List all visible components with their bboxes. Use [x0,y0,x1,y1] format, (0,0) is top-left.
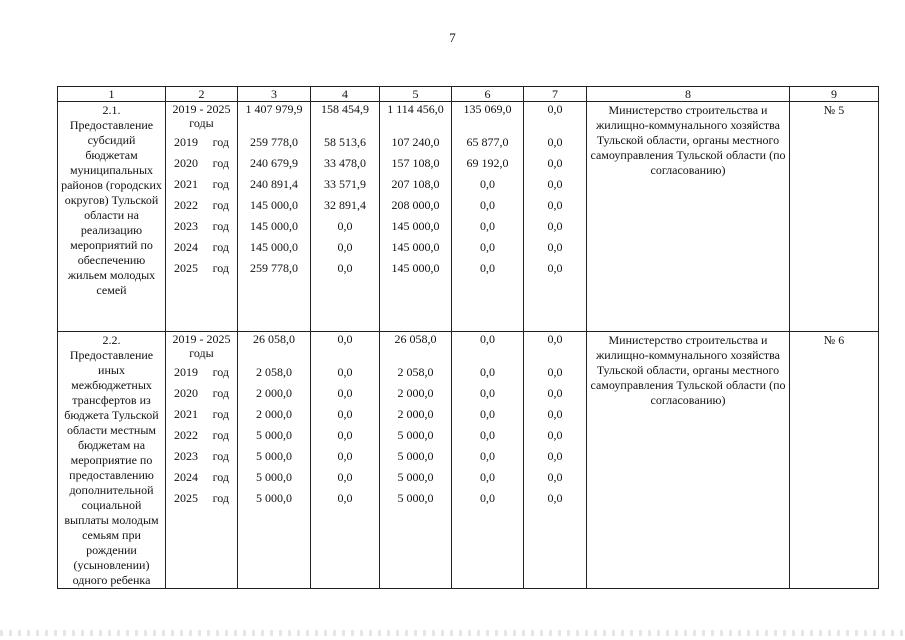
year-amount: 0,0 [337,449,353,463]
year-unit: год [212,177,229,191]
total-value: 1 114 456,0 [387,102,444,116]
year-amount: 0,0 [547,240,563,254]
year-amount: 0,0 [547,428,563,442]
total-value: 26 058,0 [394,332,437,346]
spacer [524,117,586,132]
year-amount: 259 778,0 [250,135,298,149]
period-cell [166,102,238,332]
year-amount: 0,0 [547,135,563,149]
year-unit: год [212,261,229,275]
year-amount: 240 891,4 [250,177,298,191]
year-unit: год [212,219,229,233]
column-number: 8 [587,87,790,102]
period-unit: годы [189,116,214,130]
year-amount: 207 108,0 [391,177,440,191]
year-value: 2021 [174,177,198,191]
column-number: 9 [790,87,879,102]
table-row [58,332,879,589]
spacer [524,347,586,362]
period-cell [166,332,238,589]
year-amount: 5 000,0 [397,428,434,442]
year-amount: 65 877,0 [466,135,509,149]
year-amount: 0,0 [337,470,353,484]
year-value: 2019 [174,135,198,149]
year-value: 2020 [174,156,198,170]
year-value: 2019 [174,365,198,379]
appendix-reference: № 6 [790,332,879,589]
year-amount: 0,0 [547,449,563,463]
local-budget-cell [452,332,524,589]
year-amount: 0,0 [337,219,353,233]
year-amount: 0,0 [547,491,563,505]
period-range: 2019 - 2025 [172,102,231,116]
year-label [166,404,237,425]
column-number: 1 [58,87,166,102]
column-number: 6 [452,87,524,102]
year-unit: год [212,470,229,484]
year-amount: 0,0 [480,365,495,379]
total-value: 26 058,0 [253,332,295,346]
year-amount: 0,0 [547,156,563,170]
year-amount: 240 679,9 [250,156,298,170]
year-label [166,153,237,174]
year-label [166,446,237,467]
year-amount: 5 000,0 [256,428,292,442]
year-unit: год [212,198,229,212]
spacer [452,117,523,132]
year-amount: 0,0 [547,198,563,212]
year-amount: 0,0 [547,365,563,379]
local-budget-cell [452,102,524,332]
total-amount-cell [238,332,311,589]
year-amount: 0,0 [337,240,353,254]
table-row [58,102,879,332]
year-amount: 0,0 [480,261,495,275]
year-amount: 0,0 [480,407,495,421]
year-label [166,237,237,258]
year-amount: 32 891,4 [324,198,366,212]
year-amount: 145 000,0 [250,198,298,212]
column-number: 5 [380,87,452,102]
year-amount: 145 000,0 [250,219,298,233]
year-amount: 259 778,0 [250,261,298,275]
total-value: 1 407 979,9 [245,102,303,116]
year-amount: 145 000,0 [250,240,298,254]
year-amount: 0,0 [337,386,353,400]
year-amount: 2 058,0 [256,365,292,379]
year-amount: 208 000,0 [391,198,440,212]
year-label [166,488,237,509]
column-number: 3 [238,87,311,102]
total-value: 135 069,0 [463,102,512,116]
year-value: 2025 [174,491,198,505]
year-amount: 0,0 [480,177,495,191]
year-value: 2020 [174,386,198,400]
year-amount: 5 000,0 [256,470,292,484]
period-unit: годы [189,346,214,360]
measure-name: 2.2. Предоставление иных межбюджетных трансфертов из бюджета Тульской области местным бюджетам на мероприятие по предоставлению дополнительной социальной выплаты молодым семьям при рождении (усыновлении) одного ребенка [58,332,166,589]
year-amount: 33 478,0 [324,156,366,170]
year-unit: год [212,386,229,400]
program-table [57,86,879,589]
total-value: 0,0 [547,332,563,346]
year-amount: 5 000,0 [397,470,434,484]
year-amount: 69 192,0 [466,156,509,170]
year-amount: 0,0 [547,177,563,191]
year-unit: год [212,407,229,421]
year-amount: 2 000,0 [256,407,292,421]
year-amount: 0,0 [480,219,495,233]
year-amount: 0,0 [337,428,353,442]
year-amount: 2 000,0 [397,386,434,400]
year-value: 2022 [174,428,198,442]
year-label [166,132,237,153]
year-amount: 5 000,0 [397,491,434,505]
year-unit: год [212,156,229,170]
year-amount: 2 058,0 [397,365,434,379]
spacer [311,347,379,362]
year-amount: 0,0 [337,261,353,275]
year-label [166,174,237,195]
year-value: 2025 [174,261,198,275]
column-number: 2 [166,87,238,102]
column-number: 7 [524,87,587,102]
column-number: 4 [311,87,380,102]
spacer [238,117,310,132]
spacer [380,347,451,362]
year-amount: 33 571,9 [324,177,366,191]
page-number: 7 [449,30,456,45]
period-range: 2019 - 2025 [172,332,231,346]
year-amount: 0,0 [480,198,495,212]
scan-noise [0,630,905,636]
year-value: 2024 [174,240,198,254]
year-amount: 5 000,0 [397,449,434,463]
year-label [166,467,237,488]
year-unit: год [212,240,229,254]
year-amount: 0,0 [480,386,495,400]
year-amount: 5 000,0 [256,491,292,505]
year-amount: 2 000,0 [256,386,292,400]
year-amount: 0,0 [547,470,563,484]
year-amount: 0,0 [547,407,563,421]
year-value: 2023 [174,449,198,463]
year-value: 2021 [174,407,198,421]
year-label [166,425,237,446]
column-number-row [58,87,879,102]
responsible-executor: Министерство строительства и жилищно-коммунального хозяйства Тульской области, органы местного самоуправления Тульской области (по согласованию) [587,102,790,332]
year-amount: 58 513,6 [324,135,366,149]
year-amount: 0,0 [547,261,563,275]
year-amount: 0,0 [480,449,495,463]
federal-budget-cell [311,332,380,589]
other-sources-cell [524,332,587,589]
year-value: 2024 [174,470,198,484]
spacer [380,117,451,132]
year-label [166,362,237,383]
year-unit: год [212,365,229,379]
year-amount: 0,0 [337,365,353,379]
appendix-reference: № 5 [790,102,879,332]
year-amount: 0,0 [480,491,495,505]
measure-name: 2.1. Предоставление субсидий бюджетам муниципальных районов (городских округов) Тульской области на реализацию мероприятий по обеспечению жильем молодых семей [58,102,166,332]
year-label [166,216,237,237]
regional-budget-cell [380,332,452,589]
year-amount: 0,0 [480,240,495,254]
year-amount: 5 000,0 [256,449,292,463]
other-sources-cell [524,102,587,332]
regional-budget-cell [380,102,452,332]
year-amount: 157 108,0 [391,156,440,170]
federal-budget-cell [311,102,380,332]
total-value: 0,0 [337,332,353,346]
year-label [166,195,237,216]
year-unit: год [212,428,229,442]
total-value: 0,0 [547,102,563,116]
year-amount: 145 000,0 [391,219,440,233]
year-unit: год [212,449,229,463]
year-value: 2023 [174,219,198,233]
year-unit: год [212,491,229,505]
year-amount: 0,0 [480,428,495,442]
spacer [452,347,523,362]
year-amount: 145 000,0 [391,261,440,275]
total-value: 158 454,9 [321,102,369,116]
spacer [238,347,310,362]
year-amount: 107 240,0 [391,135,440,149]
year-amount: 0,0 [480,470,495,484]
year-amount: 145 000,0 [391,240,440,254]
year-amount: 2 000,0 [397,407,434,421]
responsible-executor: Министерство строительства и жилищно-коммунального хозяйства Тульской области, органы местного самоуправления Тульской области (по согласованию) [587,332,790,589]
year-amount: 0,0 [547,386,563,400]
year-unit: год [212,135,229,149]
year-amount: 0,0 [547,219,563,233]
year-amount: 0,0 [337,491,353,505]
year-label [166,258,237,279]
total-amount-cell [238,102,311,332]
year-label [166,383,237,404]
year-value: 2022 [174,198,198,212]
year-amount: 0,0 [337,407,353,421]
spacer [311,117,379,132]
total-value: 0,0 [480,332,495,346]
